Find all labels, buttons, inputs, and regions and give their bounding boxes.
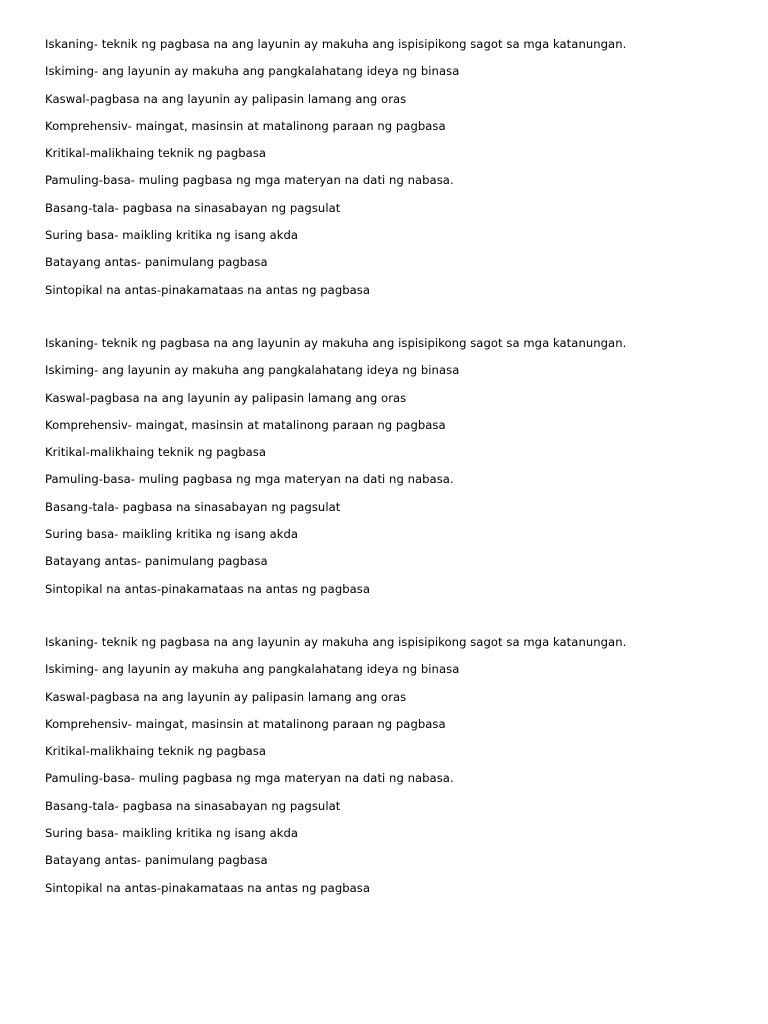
definition-line: Komprehensiv- maingat, masinsin at matalinong paraan ng pagbasa — [45, 118, 446, 133]
definition-line: Suring basa- maikling kritika ng isang akda — [45, 826, 299, 841]
definition-line: Sintopikal na antas-pinakamataas na antas ng pagbasa — [45, 581, 371, 596]
definition-line: Iskiming- ang layunin ay makuha ang pangkalahatang ideya ng binasa — [45, 64, 460, 79]
definition-line: Pamuling-basa- muling pagbasa ng mga materyan na dati ng nabasa. — [45, 472, 454, 487]
definitions-block-1 — [45, 35, 745, 308]
definition-line: Batayang antas- panimulang pagbasa — [45, 853, 268, 868]
definition-line: Iskaning- teknik ng pagbasa na ang layunin ay makuha ang ispisipikong sagot sa mga katanungan. — [45, 37, 627, 51]
definition-line: Batayang antas- panimulang pagbasa — [45, 554, 268, 569]
definitions-block-3 — [45, 633, 745, 906]
definition-line: Sintopikal na antas-pinakamataas na antas ng pagbasa — [45, 282, 371, 297]
definition-line: Iskaning- teknik ng pagbasa na ang layunin ay makuha ang ispisipikong sagot sa mga katanungan. — [45, 635, 627, 649]
definition-line: Komprehensiv- maingat, masinsin at matalinong paraan ng pagbasa — [45, 417, 446, 432]
definition-line: Basang-tala- pagbasa na sinasabayan ng pagsulat — [45, 499, 341, 514]
definition-line: Kritikal-malikhaing teknik ng pagbasa — [45, 744, 267, 759]
definition-line: Iskaning- teknik ng pagbasa na ang layunin ay makuha ang ispisipikong sagot sa mga katanungan. — [45, 336, 627, 350]
definition-line: Kaswal-pagbasa na ang layunin ay palipasin lamang ang oras — [45, 390, 407, 405]
definition-line: Suring basa- maikling kritika ng isang akda — [45, 527, 299, 542]
definitions-block-2 — [45, 334, 745, 607]
definition-line: Pamuling-basa- muling pagbasa ng mga materyan na dati ng nabasa. — [45, 771, 454, 786]
definition-line: Iskiming- ang layunin ay makuha ang pangkalahatang ideya ng binasa — [45, 662, 460, 677]
definition-line: Batayang antas- panimulang pagbasa — [45, 255, 268, 270]
definition-line: Kritikal-malikhaing teknik ng pagbasa — [45, 146, 267, 161]
definition-line: Basang-tala- pagbasa na sinasabayan ng pagsulat — [45, 798, 341, 813]
definition-line: Kaswal-pagbasa na ang layunin ay palipasin lamang ang oras — [45, 91, 407, 106]
definition-line: Basang-tala- pagbasa na sinasabayan ng pagsulat — [45, 200, 341, 215]
definition-line: Kaswal-pagbasa na ang layunin ay palipasin lamang ang oras — [45, 689, 407, 704]
definition-line: Suring basa- maikling kritika ng isang akda — [45, 228, 299, 243]
definition-line: Pamuling-basa- muling pagbasa ng mga materyan na dati ng nabasa. — [45, 173, 454, 188]
definition-line: Sintopikal na antas-pinakamataas na antas ng pagbasa — [45, 880, 371, 895]
definition-line: Kritikal-malikhaing teknik ng pagbasa — [45, 445, 267, 460]
definition-line: Komprehensiv- maingat, masinsin at matalinong paraan ng pagbasa — [45, 716, 446, 731]
definition-line: Iskiming- ang layunin ay makuha ang pangkalahatang ideya ng binasa — [45, 363, 460, 378]
